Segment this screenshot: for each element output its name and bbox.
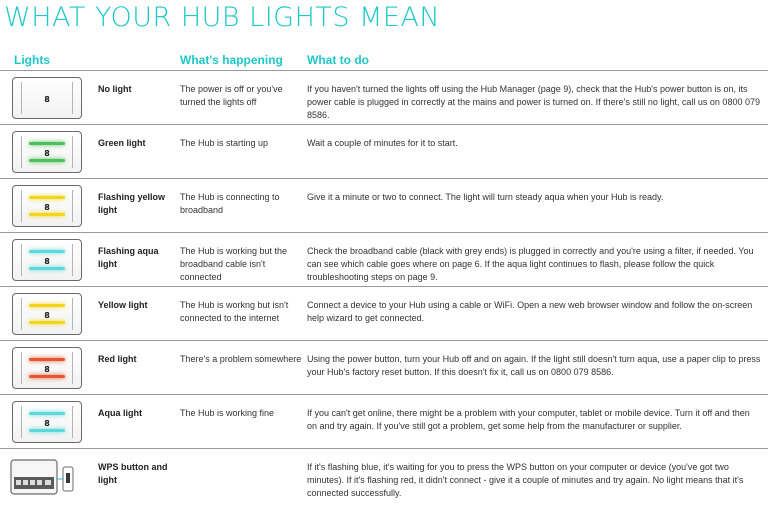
whats-happening-text: The Hub is working fine	[180, 408, 275, 418]
table-row	[0, 448, 768, 511]
hub-light-icon	[12, 131, 82, 173]
whats-happening-text: The power is off or you've turned the lights off	[180, 84, 283, 107]
table-row	[0, 124, 768, 178]
whats-happening-text: The Hub is connecting to broadband	[180, 192, 280, 215]
table-row	[0, 70, 768, 124]
light-name: No light	[98, 84, 132, 94]
light-name: Yellow light	[98, 300, 148, 310]
light-name: Green light	[98, 138, 146, 148]
table-row	[0, 232, 768, 286]
led-symbol: 8	[44, 365, 50, 374]
what-to-do-text: If you haven't turned the lights off using the Hub Manager (page 9), check that the Hub's power button is on, its power cable is plugged in correctly at the mains and power is turned on. If there's still no light, call us on 0800 079 8586.	[307, 84, 760, 120]
header-what-to-do: What to do	[307, 53, 369, 67]
hub-light-icon	[12, 347, 82, 389]
page-title: WHAT YOUR HUB LIGHTS MEAN	[4, 2, 441, 33]
led-symbol: 8	[44, 203, 50, 212]
whats-happening-text: There's a problem somewhere	[180, 354, 302, 364]
light-name: Aqua light	[98, 408, 142, 418]
led-symbol: 8	[44, 95, 50, 104]
led-symbol: 8	[44, 311, 50, 320]
hub-rear-wps-icon	[10, 457, 74, 501]
what-to-do-text: Using the power button, turn your Hub off and on again. If the light still doesn't turn aqua, use a paper clip to press your Hub's factory reset button. If this doesn't fix it, call us on 0800 079 8586.	[307, 354, 761, 377]
table-row	[0, 286, 768, 340]
what-to-do-text: If you can't get online, there might be a problem with your computer, tablet or mobile device. Turn it off and then on and try again. If you've still got a problem, get some help from the manufacturer or supplier.	[307, 408, 750, 431]
hub-light-icon	[12, 77, 82, 119]
light-name: Flashing aqua light	[98, 246, 159, 269]
table-row	[0, 394, 768, 448]
hub-light-icon	[12, 239, 82, 281]
led-symbol: 8	[44, 149, 50, 158]
what-to-do-text: Wait a couple of minutes for it to start.	[307, 138, 458, 148]
table-row	[0, 178, 768, 232]
what-to-do-text: Connect a device to your Hub using a cable or WiFi. Open a new web browser window and follow the on-screen help wizard to get connected.	[307, 300, 753, 323]
whats-happening-text: The Hub is starting up	[180, 138, 269, 148]
header-whats-happening: What's happening	[180, 53, 283, 67]
hub-light-icon	[12, 401, 82, 443]
table-row	[0, 340, 768, 394]
whats-happening-text: The Hub is workng but isn't connected to the internet	[180, 300, 289, 323]
lights-table	[0, 70, 768, 511]
led-symbol: 8	[44, 257, 50, 266]
whats-happening-text: The Hub is working but the broadband cable isn't connected	[180, 246, 288, 282]
hub-light-icon	[12, 185, 82, 227]
light-name: Red light	[98, 354, 137, 364]
header-lights: Lights	[14, 53, 50, 67]
what-to-do-text: Check the broadband cable (black with grey ends) is plugged in correctly and you're using a filter, if needed. You can see which cable goes where on page 6. If the aqua light continues to flash, please follow the quick troubleshooting steps on page 9.	[307, 246, 754, 282]
what-to-do-text: If it's flashing blue, it's waiting for you to press the WPS button on your computer or device (you've got two minutes). If it's flashing red, it didn't connect - give it a couple of minutes and try again. No light means that it's connected successfully.	[307, 462, 744, 498]
led-symbol: 8	[44, 419, 50, 428]
light-name: Flashing yellow light	[98, 192, 166, 215]
what-to-do-text: Give it a minute or two to connect. The light will turn steady aqua when your Hub is ready.	[307, 192, 664, 202]
hub-light-icon	[12, 293, 82, 335]
light-name: WPS button and light	[98, 462, 168, 485]
